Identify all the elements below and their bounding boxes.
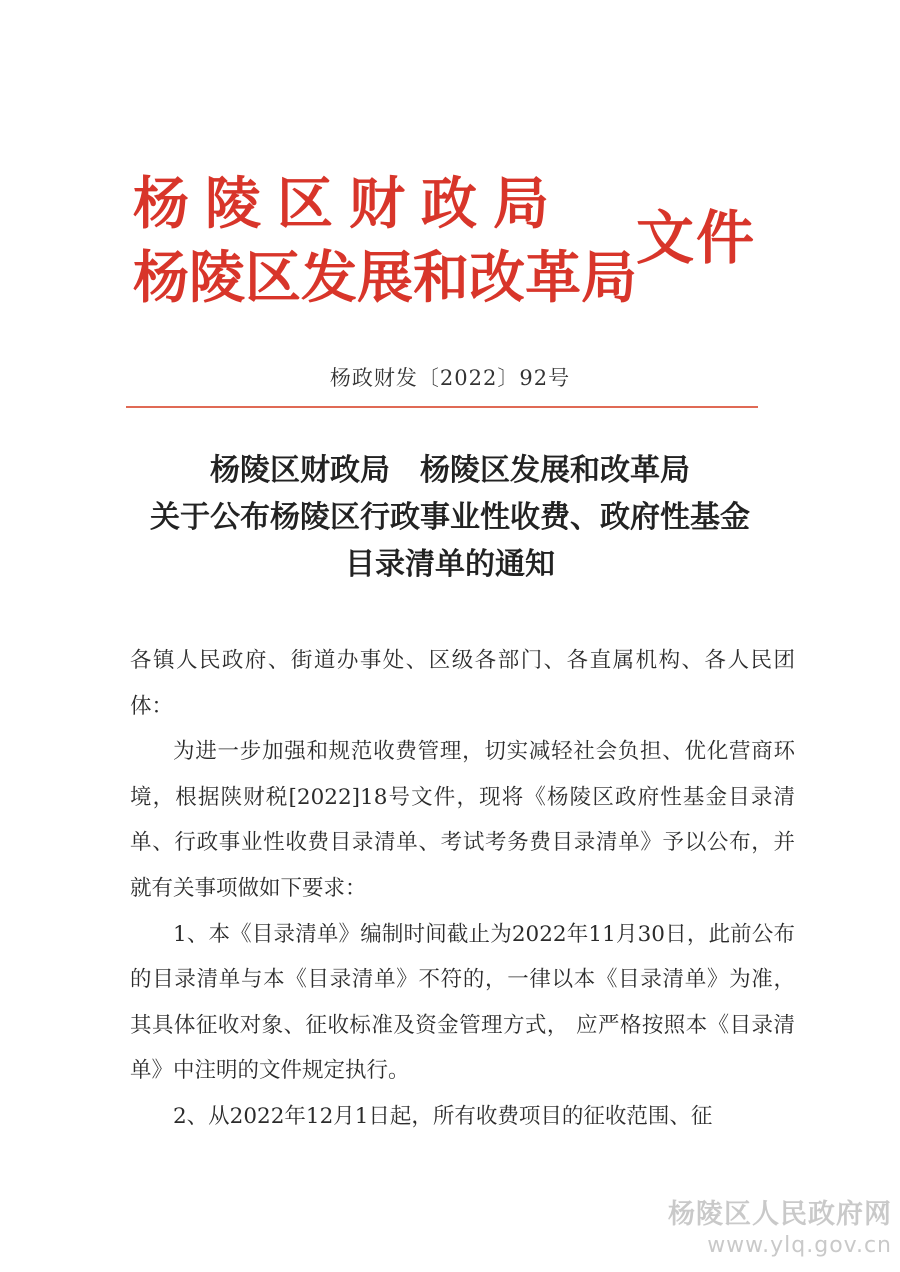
document-body [130, 638, 795, 1140]
issuer-line-finance-bureau: 杨陵区财政局 [133, 171, 565, 237]
site-watermark [668, 1198, 892, 1260]
recipients-paragraph: 各镇人民政府、街道办事处、区级各部门、各直属机构、各人民团体： [130, 648, 795, 719]
title-line-2: 关于公布杨陵区行政事业性收费、政府性基金 [150, 500, 750, 535]
intro-paragraph: 为进一步加强和规范收费管理，切实减轻社会负担、优化营商环境，根据陕财税[2022]18号文件，现将《杨陵区政府性基金目录清单、行政事业性收费目录清单、考试考务费目录清单》予以公布，并就有关事项做如下要求： [130, 739, 795, 901]
issuer-line-development-bureau: 杨陵区发展和改革局 [133, 245, 637, 311]
watermark-url: www.ylq.gov.cn [707, 1233, 892, 1258]
item-2-paragraph: 2、从2022年12月1日起，所有收费项目的征收范围、征 [173, 1103, 713, 1129]
title-line-1: 杨陵区财政局 杨陵区发展和改革局 [210, 453, 690, 488]
red-divider-line [126, 406, 758, 408]
document-number: 杨政财发〔2022〕92号 [329, 366, 571, 390]
document-title [0, 447, 900, 588]
item-1-paragraph: 1、本《目录清单》编制时间截止为2022年11月30日，此前公布的目录清单与本《目录清单》不符的，一律以本《目录清单》为准，其具体征收对象、征收标准及资金管理方式， 应严格按照本《目录清单》中注明的文件规定执行。 [130, 921, 795, 1084]
watermark-site-name: 杨陵区人民政府网 [668, 1199, 892, 1230]
title-line-3: 目录清单的通知 [345, 547, 555, 582]
document-type-label: 文件 [636, 204, 757, 272]
